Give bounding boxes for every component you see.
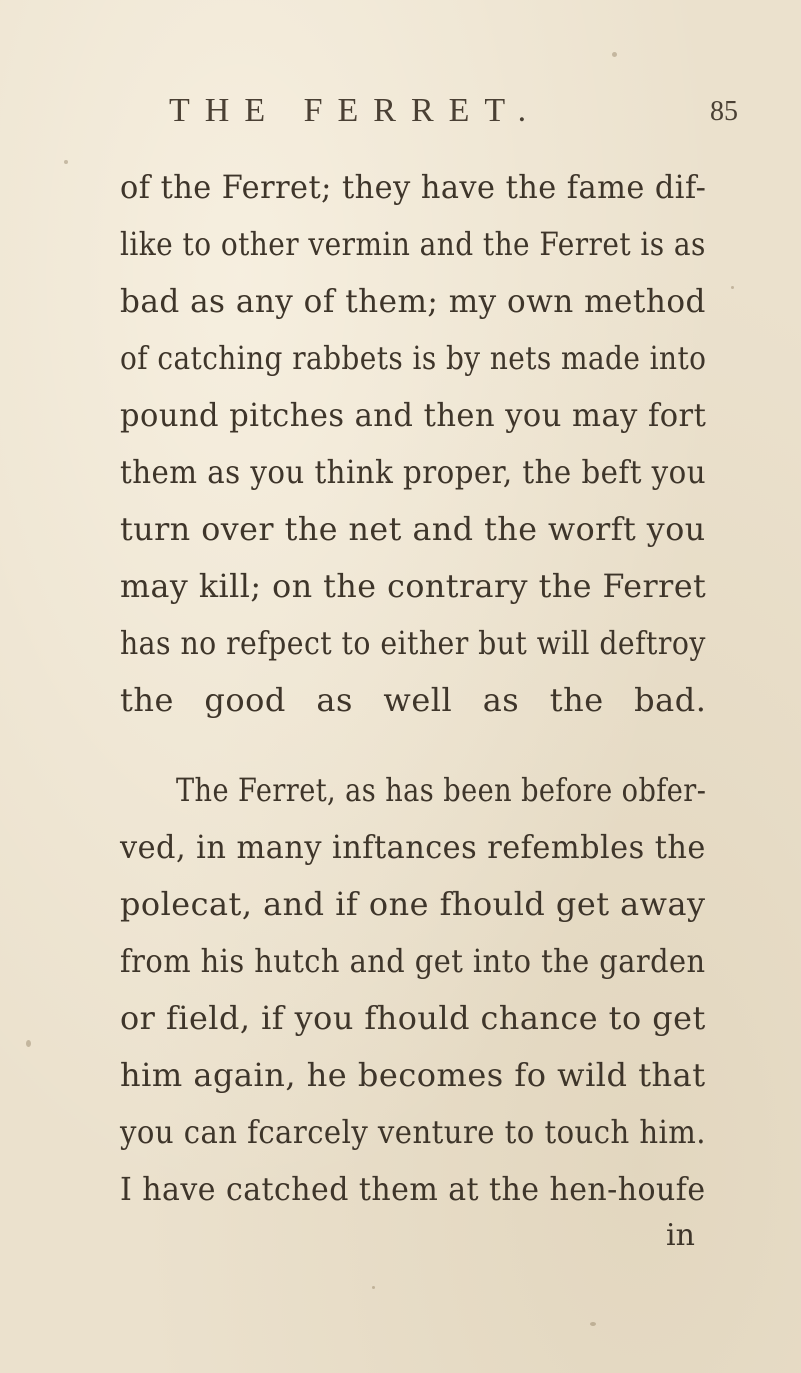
text-line: of the Ferret; they have the fame dif- <box>120 168 707 206</box>
page-number: 85 <box>710 96 738 127</box>
text-line: you can fcarcely venture to touch him. <box>120 1113 706 1151</box>
text-line: like to other vermin and the Ferret is as <box>120 225 706 263</box>
text-line: I have catched them at the hen-houfe <box>120 1170 706 1208</box>
text-line: The Ferret, as has been before obfer- <box>176 771 707 809</box>
text-line: them as you think proper, the beft you <box>120 453 707 491</box>
text-line: turn over the net and the worft you <box>120 510 706 548</box>
catchword: in <box>666 1218 695 1253</box>
text-line: has no refpect to either but will deftroy <box>120 624 706 662</box>
text-line: from his hutch and get into the garden <box>120 942 706 980</box>
text-line: the good as well as the bad. <box>120 681 707 719</box>
text-line: polecat, and if one fhould get away <box>120 885 706 923</box>
text-line: ved, in many inftances refembles the <box>120 828 706 866</box>
text-line: or field, if you fhould chance to get <box>120 999 706 1037</box>
running-head: THE FERRET. <box>169 92 542 129</box>
text-line: bad as any of them; my own method <box>120 282 706 320</box>
text-line: pound pitches and then you may fort <box>120 396 707 434</box>
text-line: him again, he becomes fo wild that <box>120 1056 706 1094</box>
text-line: of catching rabbets is by nets made into <box>120 339 707 377</box>
text-line: may kill; on the contrary the Ferret <box>120 567 707 605</box>
